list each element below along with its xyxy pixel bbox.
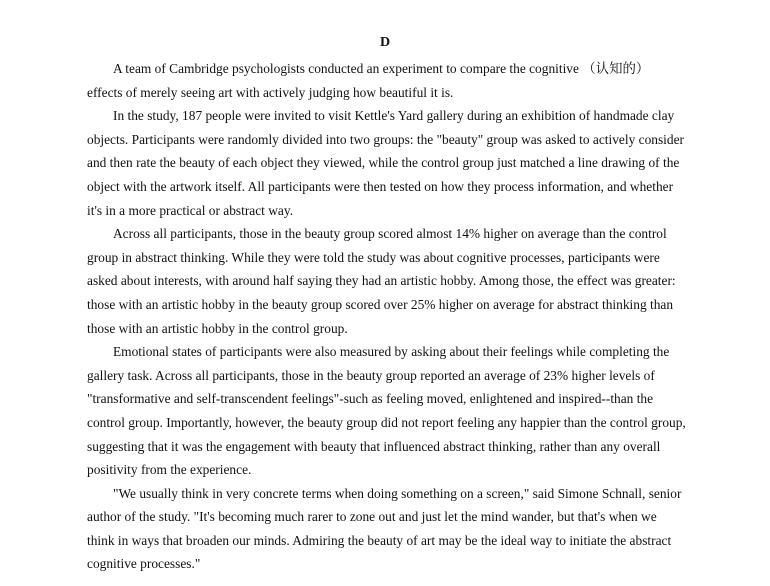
paragraph-4: Emotional states of participants were also measured by asking about their feelings while completing the gallery task. Across all participants, those in the beauty group reported an average of 23% higher levels of "transformative and self-transcendent feelings"-such as feeling moved, enlightened and inspired--than the control group. Importantly, however, the beauty group did not report feeling any happier than the control group, suggesting that it was the engagement with beauty that influenced abstract thinking, rather than any overall positivity from the experience.: [87, 344, 686, 478]
paragraph-2: In the study, 187 people were invited to visit Kettle's Yard gallery during an exhibition of handmade clay objects. Participants were randomly divided into two groups: the "beauty" group was asked to actively consider and then rate the beauty of each object they viewed, while the control group just matched a line drawing of the object with the artwork itself. All participants were then tested on how they process information, and whether it's in a more practical or abstract way.: [87, 108, 685, 218]
passage-body: [87, 57, 687, 576]
passage-title: D: [379, 35, 391, 50]
paragraph-1: A team of Cambridge psychologists conducted an experiment to compare the cognitive （认知的） effects of merely seeing art with actively judging how beautiful it is.: [87, 61, 650, 100]
paragraph-5: "We usually think in very concrete terms when doing something on a screen," said Simone Schnall, senior author of the study. "It's becoming much rarer to zone out and just let the mind wander, but that's when we think in ways that broaden our minds. Admiring the beauty of art may be the ideal way to initiate the abstract cognitive processes.": [87, 485, 682, 572]
paragraph-3: Across all participants, those in the beauty group scored almost 14% higher on average than the control group in abstract thinking. While they were told the study was about cognitive processes, participants were asked about interests, with around half saying they had an artistic hobby. Among those, the effect was greater: those with an artistic hobby in the beauty group scored over 25% higher on average for abstract thinking than those with an artistic hobby in the control group.: [87, 226, 676, 336]
